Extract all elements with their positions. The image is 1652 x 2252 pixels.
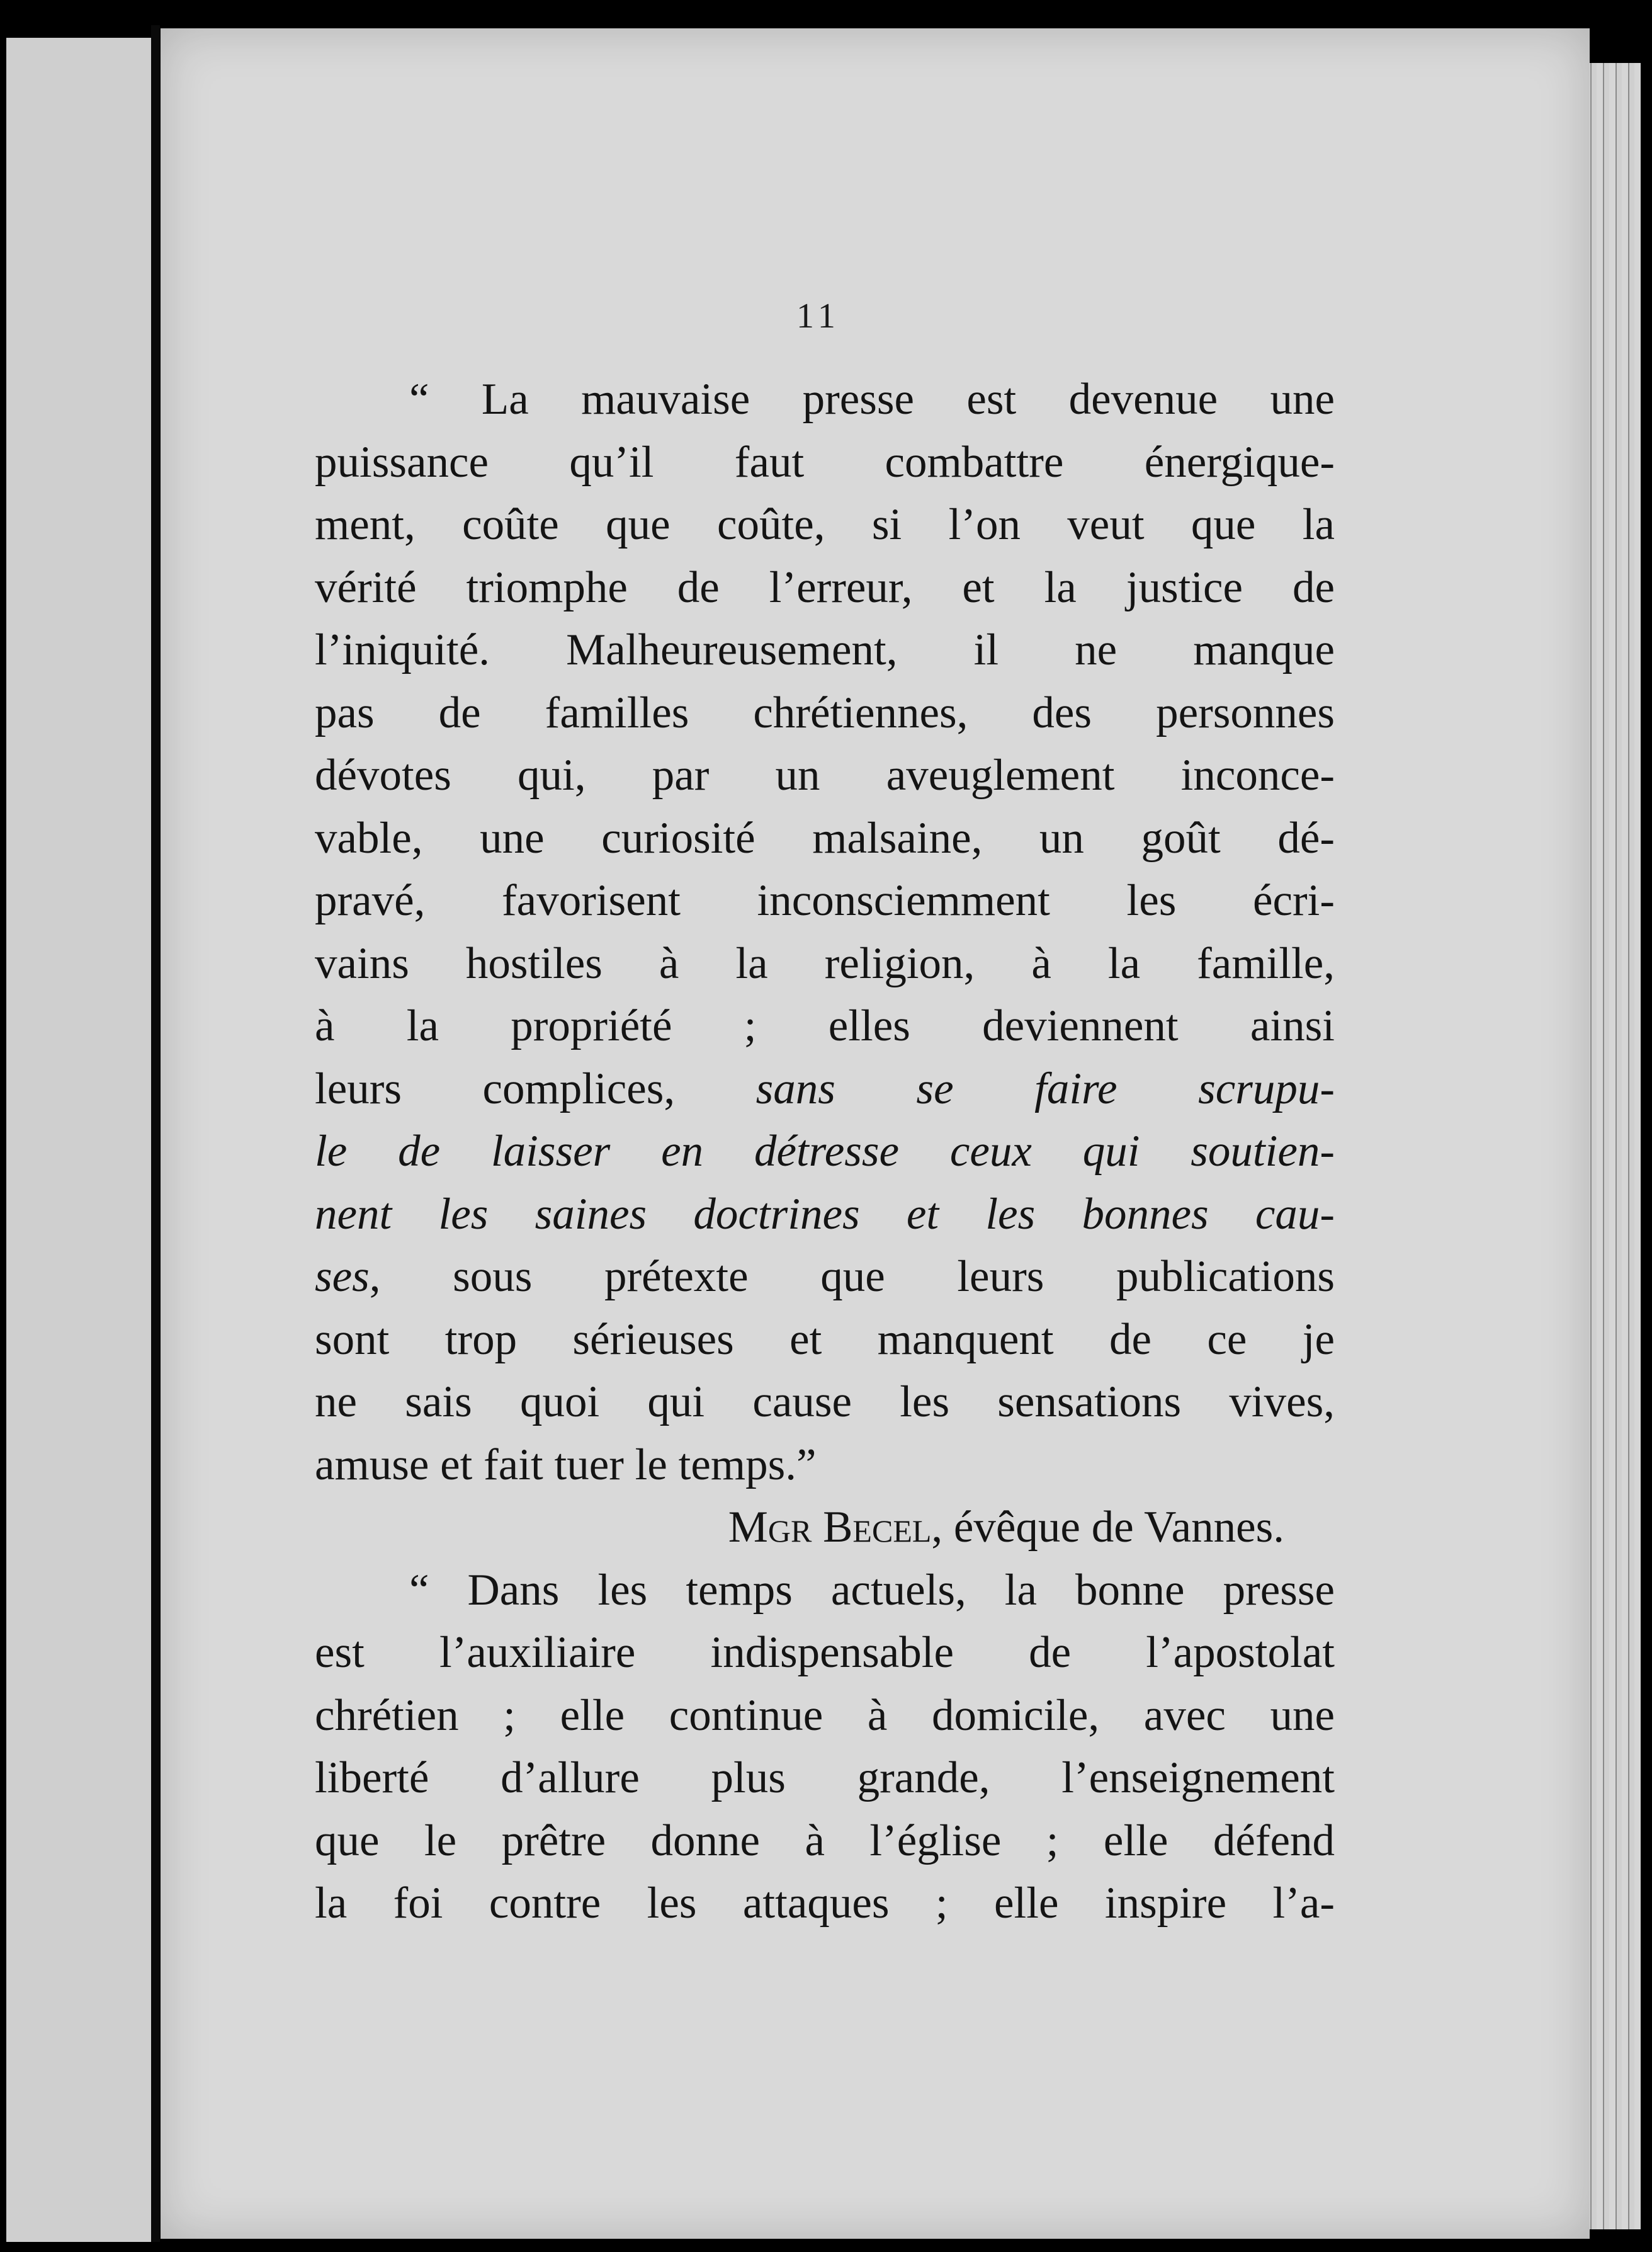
page-number: 11	[796, 297, 840, 336]
text-line: pas de familles chrétiennes, des personnes	[315, 688, 1335, 737]
text-line: dévotes qui, par un aveuglement inconce-	[315, 751, 1335, 800]
text-line: pravé, favorisent inconsciemment les écri-	[315, 876, 1335, 925]
text-line: liberté d’allure plus grande, l’enseignement	[315, 1753, 1335, 1802]
page-stack-edges	[1584, 63, 1641, 2229]
text-line-mixed	[315, 1058, 1335, 1121]
text-line: est l’auxiliaire indispensable de l’apostolat	[315, 1628, 1335, 1677]
quote-becel	[315, 368, 1335, 1058]
previous-page-edge	[6, 38, 151, 2242]
text-span: leurs complices,	[315, 1064, 756, 1113]
text-line: la foi contre les attaques ; elle inspire l’a-	[315, 1879, 1335, 1928]
italic-span: le de laisser en détresse ceux qui soutien-	[315, 1127, 1335, 1176]
text-line: l’iniquité. Malheureusement, il ne manque	[315, 625, 1335, 674]
text-line: chrétien ; elle continue à domicile, avec une	[315, 1690, 1335, 1740]
text-line: ment, coûte que coûte, si l’on veut que la	[315, 500, 1335, 549]
text-span: , sous prétexte que leurs publications	[369, 1252, 1335, 1301]
book-spine	[151, 25, 160, 2242]
author-title: , évêque de Vannes.	[931, 1503, 1284, 1552]
text-line: sont trop sérieuses et manquent de ce je	[315, 1314, 1335, 1364]
attribution	[315, 1496, 1335, 1559]
text-line: à la propriété ; elles deviennent ainsi	[315, 1001, 1335, 1050]
text-line-italic	[315, 1183, 1335, 1246]
page-body	[315, 368, 1335, 1935]
text-line: vérité triomphe de l’erreur, et la justice de	[315, 562, 1335, 612]
text-line: ne sais quoi qui cause les sensations vives,	[315, 1377, 1335, 1426]
text-line: vable, une curiosité malsaine, un goût dé-	[315, 813, 1335, 863]
author-name: Mgr Becel	[728, 1503, 932, 1552]
text-line-italic	[315, 1120, 1335, 1183]
text-line: puissance qu’il faut combattre énergique-	[315, 437, 1335, 487]
quote-becel-end	[315, 1309, 1335, 1497]
italic-span: ses	[315, 1252, 370, 1301]
quote-second	[315, 1559, 1335, 1935]
text-line: “ La mauvaise presse est devenue une	[409, 375, 1335, 424]
italic-lines	[315, 1120, 1335, 1246]
text-line: vains hostiles à la religion, à la famille,	[315, 938, 1335, 988]
text-line: “ Dans les temps actuels, la bonne presse	[409, 1565, 1335, 1615]
text-line: amuse et fait tuer le temps.”	[315, 1440, 817, 1489]
italic-span: nent les saines doctrines et les bonnes cau-	[315, 1189, 1335, 1239]
text-line-mixed	[315, 1246, 1335, 1309]
text-line: que le prêtre donne à l’église ; elle défend	[315, 1816, 1335, 1865]
italic-span: sans se faire scrupu-	[755, 1064, 1335, 1113]
